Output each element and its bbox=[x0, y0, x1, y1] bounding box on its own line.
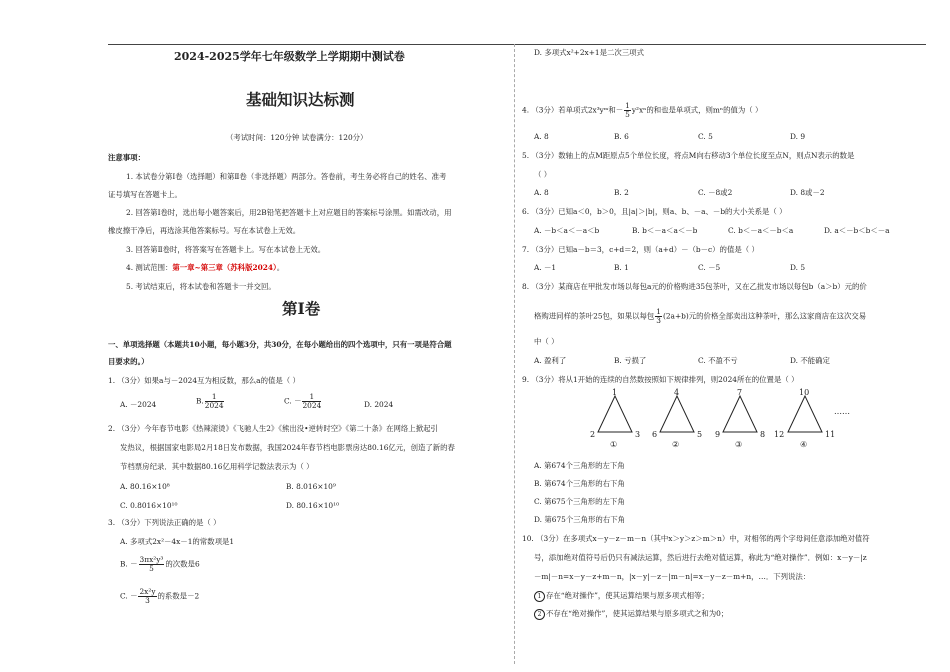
q1-option-a: A. －2024 bbox=[120, 400, 157, 409]
test-range: 第一章~第三章（苏科版2024） bbox=[172, 263, 277, 272]
tri-label: 12 bbox=[774, 430, 785, 439]
tri-label: 7 bbox=[737, 388, 743, 397]
q2-line1: 2. （3分）今年春节电影《热辣滚烫》《飞驰人生2》《熊出没•逆转时空》《第二十条》在网络上掀起引 bbox=[108, 424, 438, 433]
q6-option-a: A. －b＜a＜－a＜b bbox=[534, 226, 600, 235]
q9-stem: 9. （3分）将从1开始的连续的自然数按照如下规律排列，则2024所在的位置是（ ） bbox=[522, 375, 799, 384]
q9-option-a: A. 第674个三角形的左下角 bbox=[534, 461, 625, 470]
q5-option-c: C. －8或2 bbox=[698, 188, 733, 197]
section-heading-a: 一、单项选择题（本题共10小题，每小题3分，共30分，在每小题给出的四个选项中，只有一项是符合题 bbox=[108, 340, 452, 349]
q10-line1: 10. （3分）在多项式x－y－z－m－n（其中x＞y＞z＞m＞n）中，对相邻的两个字母间任意添加绝对值符 bbox=[522, 534, 870, 543]
tri-number: ③ bbox=[735, 440, 743, 449]
triangle-4 bbox=[774, 388, 835, 449]
q4-option-b: B. 6 bbox=[614, 132, 629, 141]
triangle-2 bbox=[652, 388, 702, 449]
q8-line2: 格购进同样的茶叶25包，如果以每包 $\frac{1}{3}$ (2a+b)元的价格全部卖出这种茶叶，那么这家商店在这次交易 bbox=[534, 307, 867, 325]
column-divider bbox=[514, 44, 515, 664]
q8-option-d: D. 不能确定 bbox=[790, 356, 830, 365]
tri-label: 4 bbox=[674, 388, 680, 397]
q1-option-c: C. － $\frac{1}{2024}$ bbox=[284, 392, 322, 410]
q2-option-b: B. 8.016×10⁹ bbox=[286, 482, 336, 491]
continuation-dots: …… bbox=[834, 407, 850, 416]
q3-option-b: B. － $\frac{\text{3πx²y³}}{5}$ 的次数是6 bbox=[120, 555, 200, 573]
q4-option-c: C. 5 bbox=[698, 132, 713, 141]
q3-option-a: A. 多项式2x²－4x－1的常数项是1 bbox=[120, 537, 235, 546]
q2-line2: 发热议，根据国家电影局2月18日发布数据，我国2024年春节档电影票房达80.16亿元，创造了新的春 bbox=[120, 443, 455, 452]
tri-label: 11 bbox=[825, 430, 836, 439]
tri-label: 2 bbox=[590, 430, 596, 439]
note-5: 5. 考试结束后，将本试卷和答题卡一并交回。 bbox=[126, 282, 276, 291]
q5-option-a: A. 8 bbox=[534, 188, 549, 197]
note-2b: 橡皮擦干净后，再选涂其他答案标号。写在本试卷上无效。 bbox=[108, 226, 301, 235]
q6-option-c: C. b＜－a＜－b＜a bbox=[728, 226, 794, 235]
q2-line3: 节档票房纪录．其中数据80.16亿用科学记数法表示为（ ） bbox=[120, 462, 314, 471]
q4-option-d: D. 9 bbox=[790, 132, 806, 141]
triangle-3 bbox=[715, 388, 765, 449]
note-2a: 2. 回答第Ⅰ卷时，选出每小题答案后，用2B铅笔把答题卡上对应题目的答案标号涂黑。如需改动，用 bbox=[126, 208, 452, 217]
q8-option-a: A. 盈利了 bbox=[534, 356, 567, 365]
q1-stem: 1. （3分）如果a与－2024互为相反数，那么a的值是（ ） bbox=[108, 376, 300, 385]
q10-statement-1: 1 存在“绝对操作”，使其运算结果与原多项式相等； bbox=[534, 591, 709, 602]
tri-label: 9 bbox=[715, 430, 721, 439]
tri-number: ② bbox=[672, 440, 680, 449]
q8-option-b: B. 亏损了 bbox=[614, 356, 647, 365]
exam-subtitle: 基础知识达标测 bbox=[246, 91, 355, 109]
q5-option-b: B. 2 bbox=[614, 188, 629, 197]
q2-option-c: C. 0.8016×10¹⁰ bbox=[120, 501, 178, 510]
tri-label: 5 bbox=[697, 430, 703, 439]
section-heading-b: 目要求的。） bbox=[108, 357, 149, 366]
q8-option-c: C. 不盈不亏 bbox=[698, 356, 738, 365]
q5-line2: （ ） bbox=[534, 170, 552, 179]
tri-label: 8 bbox=[760, 430, 766, 439]
q4-stem: 4. （3分）若单项式2x³yᵐ和－ $\frac{1}{5}$ y²xⁿ的和也是单项式，则mⁿ的值为（ ） bbox=[522, 101, 763, 119]
q9-option-c: C. 第675个三角形的左下角 bbox=[534, 497, 625, 506]
top-rule bbox=[108, 44, 926, 45]
q8-line3: 中（ ） bbox=[534, 337, 559, 346]
q3-stem: 3. （3分）下列说法正确的是（ ） bbox=[108, 518, 221, 527]
tri-number: ④ bbox=[800, 440, 808, 449]
note-3: 3. 回答第Ⅱ卷时，将答案写在答题卡上。写在本试卷上无效。 bbox=[126, 245, 326, 254]
q2-option-d: D. 80.16×10¹⁰ bbox=[286, 501, 340, 510]
q7-stem: 7. （3分）已知a－b＝3，c+d＝2，则（a+d）－（b－c）的值是（ ） bbox=[522, 245, 759, 254]
note-1a: 1. 本试卷分第Ⅰ卷（选择题）和第Ⅱ卷（非选择题）两部分。答卷前，考生务必将自己的姓名、准考 bbox=[126, 172, 447, 181]
volume-title: 第Ⅰ卷 bbox=[282, 299, 321, 318]
q4-option-a: A. 8 bbox=[534, 132, 549, 141]
tri-label: 10 bbox=[799, 388, 810, 397]
q3-option-c: C. － $\frac{\text{2x²y}}{3}$ 的系数是－2 bbox=[120, 587, 200, 605]
exam-title: 2024-2025学年七年级数学上学期期中测试卷 bbox=[174, 50, 405, 63]
q5-line1: 5. （3分）数轴上的点M距原点5个单位长度，将点M向右移动3个单位长度至点N，则点N表示的数是 bbox=[522, 151, 855, 160]
q7-option-c: C. －5 bbox=[698, 263, 721, 272]
notes-heading: 注意事项： bbox=[108, 153, 145, 162]
q10-line2: 号，添加绝对值符号后仍只有减法运算，然后进行去绝对值运算，称此为“绝对操作”．例如：x－y－|z bbox=[534, 553, 867, 562]
q8-line1: 8. （3分）某商店在甲批发市场以每包a元的价格购进35包茶叶，又在乙批发市场以每包b（a＞b）元的价 bbox=[522, 282, 867, 291]
q9-triangle-figure bbox=[590, 386, 860, 454]
q7-option-d: D. 5 bbox=[790, 263, 806, 272]
q9-option-b: B. 第674个三角形的右下角 bbox=[534, 479, 625, 488]
note-1b: 证号填写在答题卡上。 bbox=[108, 190, 182, 199]
q1-option-b: B. $\frac{1}{2024}$ bbox=[196, 392, 224, 410]
exam-info: （考试时间：120分钟 试卷满分：120分） bbox=[226, 133, 368, 142]
q6-stem: 6. （3分）已知a＜0，b＞0，且|a|＞|b|，则a、b、－a、－b的大小关系是（ ） bbox=[522, 207, 787, 216]
q10-line3: －m|－n=x－y－z+m－n，|x－y|－z－|m－n|=x－y－z－m+n，…．下列说法： bbox=[534, 572, 811, 581]
q7-option-b: B. 1 bbox=[614, 263, 629, 272]
q6-option-d: D. a＜－b＜b＜－a bbox=[824, 226, 890, 235]
q7-option-a: A. －1 bbox=[534, 263, 557, 272]
q2-option-a: A. 80.16×10⁸ bbox=[120, 482, 170, 491]
note-4: 4. 测试范围：第一章~第三章（苏科版2024）。 bbox=[126, 263, 285, 272]
q10-statement-2: 2 不存在“绝对操作”，使其运算结果与原多项式之和为0； bbox=[534, 609, 728, 620]
tri-label: 3 bbox=[635, 430, 641, 439]
triangle-1 bbox=[590, 388, 640, 449]
q1-option-d: D. 2024 bbox=[364, 400, 394, 409]
q9-option-d: D. 第675个三角形的右下角 bbox=[534, 515, 625, 524]
q3-option-d: D. 多项式x²+2x+1是二次三项式 bbox=[534, 48, 644, 57]
q6-option-b: B. b＜－a＜a＜－b bbox=[632, 226, 698, 235]
tri-label: 6 bbox=[652, 430, 658, 439]
q5-option-d: D. 8或－2 bbox=[790, 188, 825, 197]
tri-label: 1 bbox=[612, 388, 618, 397]
tri-number: ① bbox=[610, 440, 618, 449]
